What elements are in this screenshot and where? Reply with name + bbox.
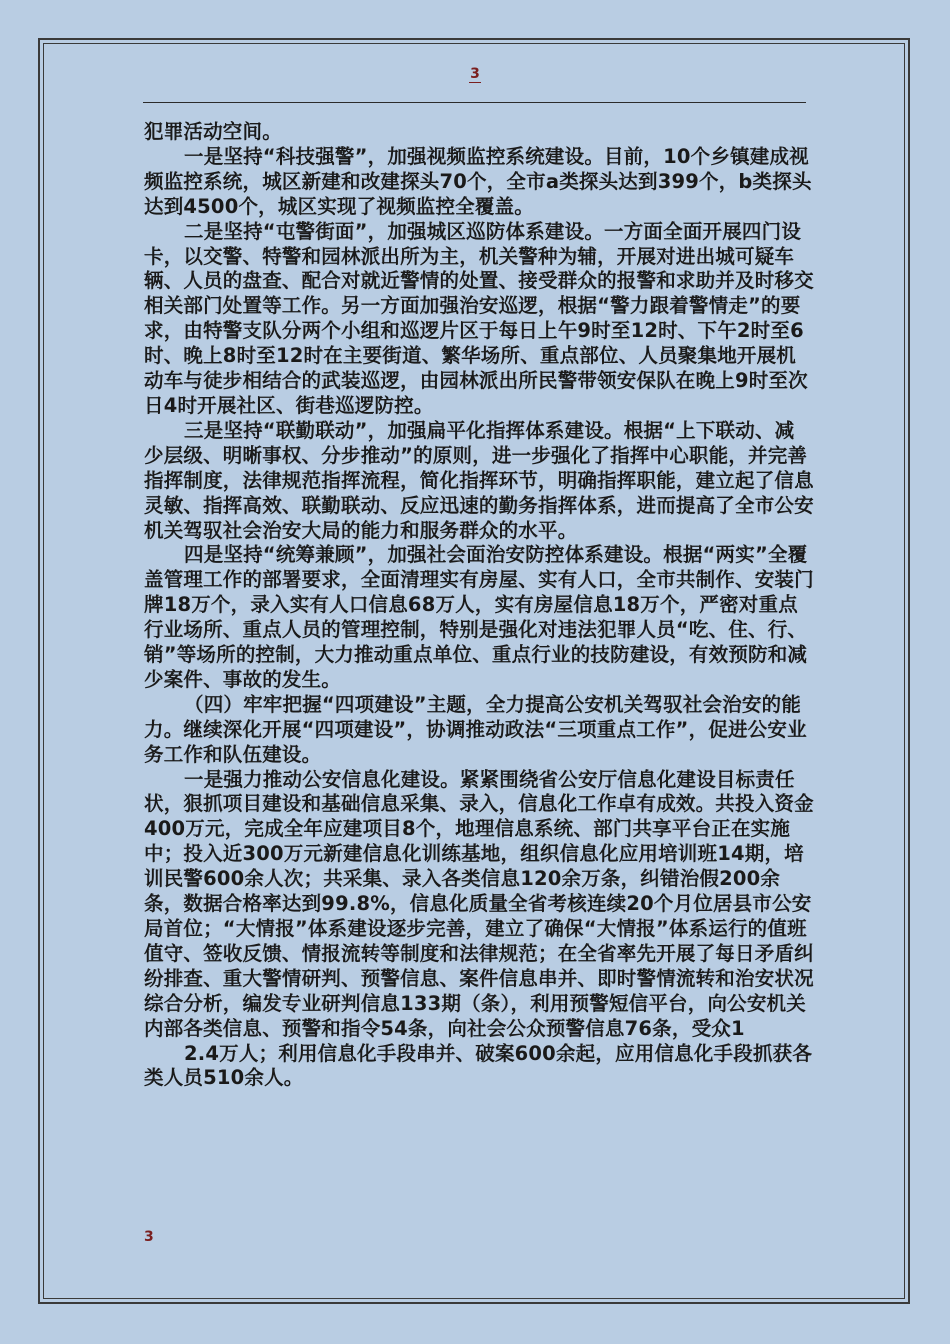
paragraph: （四）牢牢把握“四项建设”主题，全力提高公安机关驾驭社会治安的能力。继续深化开展“四项建设”，协调推动政法“三项重点工作”，促进公安业务工作和队伍建设。 xyxy=(144,692,807,766)
footer-page-number: 3 xyxy=(144,1229,154,1245)
paragraph: 四是坚持“统筹兼顾”，加强社会面治安防控体系建设。根据“两实”全覆盖管理工作的部署要求，全面清理实有房屋、实有人口，全市共制作、安装门牌18万个，录入实有人口信息68万人，实有房屋信息18万个，严密对重点行业场所、重点人员的管理控制，特别是强化对违法犯罪人员“吃、住、行、销”等场所的控制，大力推动重点单位、重点行业的技防建设，有效预防和减少案件、事故的发生。 xyxy=(144,543,814,691)
paragraph: 2.4万人；利用信息化手段串并、破案600余起，应用信息化手段抓获各类人员510余人。 xyxy=(144,1041,813,1090)
paragraph: 一是强力推动公安信息化建设。紧紧围绕省公安厅信息化建设目标责任状，狠抓项目建设和基础信息采集、录入，信息化工作卓有成效。共投入资金400万元，完成全年应建项目8个，地理信息系统、部门共享平台正在实施中；投入近300万元新建信息化训练基地，组织信息化应用培训班14期，培训民警600余人次；共采集、录入各类信息120余万条，纠错治假200余条，数据合格率达到99.8%，信息化质量全省考核连续20个月位居县市公安局首位；“大情报”体系建设逐步完善，建立了确保“大情报”体系运行的值班值守、签收反馈、情报流转等制度和法律规范；在全省率先开展了每日矛盾纠纷排查、重大警情研判、预警信息、案件信息串并、即时警情流转和治安状况综合分析，编发专业研判信息133期（条），利用预警短信平台，向公安机关内部各类信息、预警和指令54条，向社会公众预警信息76条，受众1 xyxy=(144,767,814,1040)
paragraph: 三是坚持“联勤联动”，加强扁平化指挥体系建设。根据“上下联动、减少层级、明晰事权、分步推动”的原则，进一步强化了指挥中心职能，并完善指挥制度，法律规范指挥流程，简化指挥环节，明确指挥职能，建立起了信息灵敏、指挥高效、联勤联动、反应迅速的勤务指挥体系，进而提高了全市公安机关驾驭社会治安大局的能力和服务群众的水平。 xyxy=(144,418,814,542)
header-page-number-text: 3 xyxy=(470,66,480,82)
paragraph: 二是坚持“屯警街面”，加强城区巡防体系建设。一方面全面开展四门设卡，以交警、特警和园林派出所为主，机关警种为辅，开展对进出城可疑车辆、人员的盘查、配合对就近警情的处置、接受群众的报警和求助并及时移交相关部门处置等工作。另一方面加强治安巡逻，根据“警力跟着警情走”的要求，由特警支队分两个小组和巡逻片区于每日上午9时至12时、下午2时至6时、晚上8时至12时在主要街道、繁华场所、重点部位、人员聚集地开展机动车与徒步相结合的武装巡逻，由园林派出所民警带领安保队在晚上9时至次日4时开展社区、街巷巡逻防控。 xyxy=(144,219,814,417)
document-body xyxy=(144,120,814,1091)
header-page-number xyxy=(0,66,950,82)
paragraph: 犯罪活动空间。 xyxy=(144,120,282,143)
header-rule xyxy=(143,102,806,103)
paragraph: 一是坚持“科技强警”，加强视频监控系统建设。目前，10个乡镇建成视频监控系统，城区新建和改建探头70个，全市a类探头达到399个，b类探头达到4500个，城区实现了视频监控全覆盖。 xyxy=(144,144,812,218)
